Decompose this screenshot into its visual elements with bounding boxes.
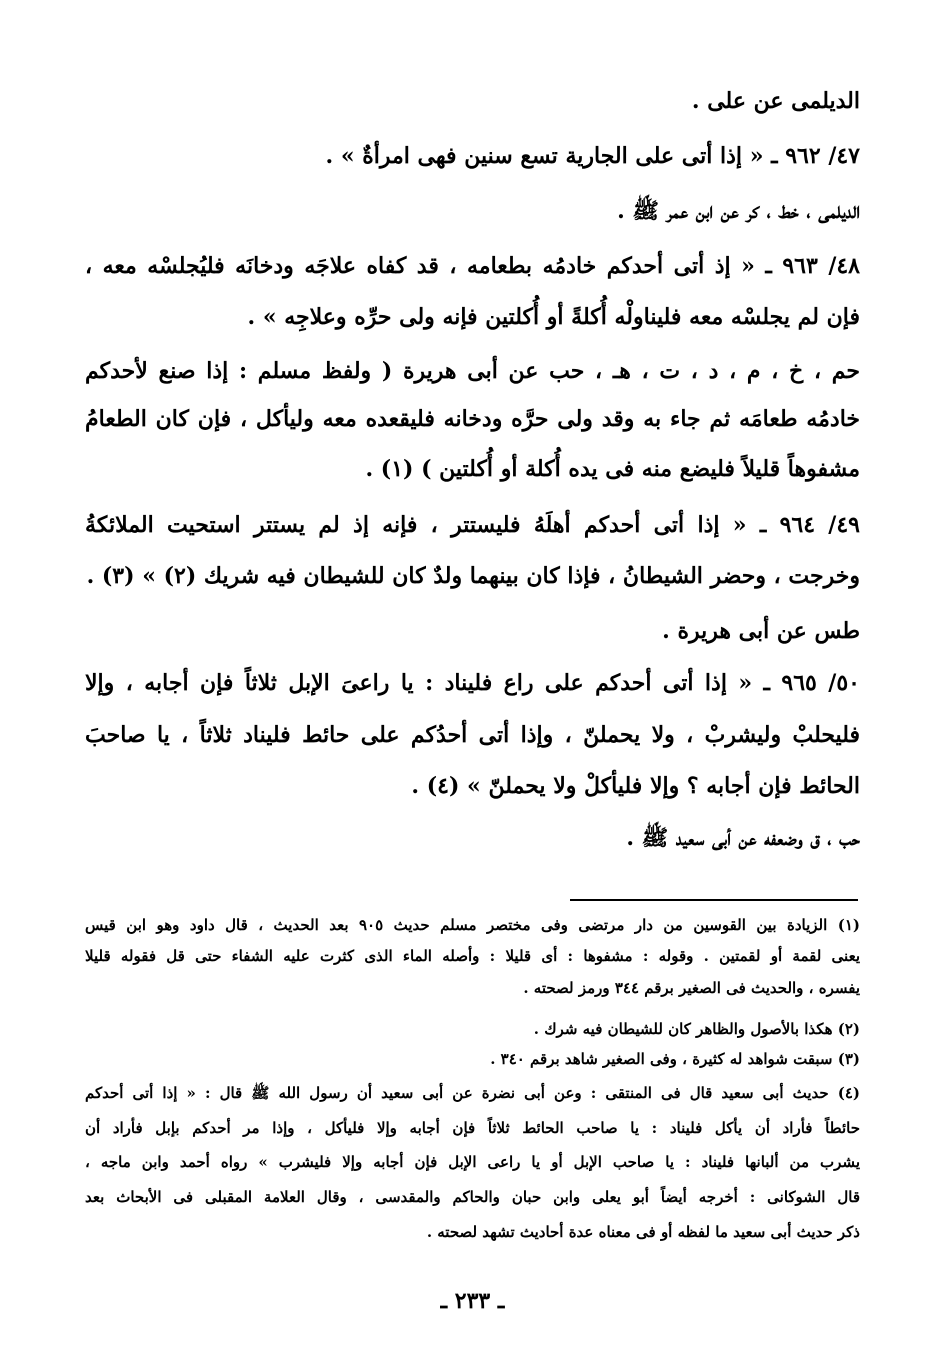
hadith-line: ٥٠/ ٩٦٥ ـ « إذا أتى أحدكم على راع فليناد : يا راعىَ الإبل ثلاثاً فإن أجابه ، وإلا — [85, 670, 860, 696]
footnote-line: ذكر حديث أبى سعيد ما لفظه أو فى معناه عدة أحاديث تشهد لصحته . — [426, 1223, 860, 1241]
hadith-line: فليحلبْ وليشربْ ، ولا يحملنّ ، وإذا أتى أحدُكم على حائط فليناد ثلاثاً ، يا صاحبَ — [85, 722, 860, 748]
footnote-divider — [570, 899, 858, 901]
hadith-line: الحائط فإن أجابه ؟ وإلا فليأكلْ ولا يحملنّ » (٤) . — [411, 773, 860, 799]
footnote-line: حائطاً فأراد أن يأكل فليناد : يا صاحب الحائط ثلاثاً فإن أجابه وإلا فليأكل ، وإذا مر أحدكم بإبل فأراد أن — [85, 1119, 860, 1137]
source-line: خادمُه طعامَه ثم جاء به وقد ولى حرَّه ودخانه فليقعده معه وليأكل ، فإن كان الطعامُ — [85, 406, 860, 432]
footnote-line: (٤) حديث أبى سعيد قال فى المنتقى : وعن أبى نضرة عن أبى سعيد أن رسول الله ﷺ قال : « إذا أتى أحدكم — [85, 1084, 860, 1102]
hadith-line: ٤٧/ ٩٦٢ ـ « إذا أتى على الجارية تسع سنين فهى امرأةٌ » . — [325, 143, 860, 169]
source-line: مشفوهاً قليلاً فليضع منه فى يده أُكلة أو أُكلتين ) (١) . — [365, 456, 860, 482]
footnote-line: (٣) سبقت شواهد له كثيرة ، وفى الصغير شاهد برقم ٣٤٠ . — [490, 1050, 860, 1068]
source-line: حم ، خ ، م ، د ، ت ، هـ ، حب عن أبى هريرة ( ولفظ مسلم : إذا صنع لأحدكم — [85, 358, 860, 384]
hadith-line: فإن لم يجلسْه معه فليناولْه أُكلةً أو أُكلتين فإنه ولى حرِّه وعلاجِه » . — [247, 304, 860, 330]
footnote-line: يعنى لقمة أو لقمتين . وقوله : مشفوها : أى قليلا : وأصله الماء الذى كثرت عليه الشفاء حتى قل فقوله قليلا — [85, 947, 860, 965]
source-line: الديلمى ، خط ، كر عن ابن عمر ﷺ . — [617, 198, 860, 224]
footnote-line: (٢) هكذا بالأصول والظاهر كان للشيطان فيه شرك . — [533, 1020, 860, 1038]
source-line: حب ، ق وضعفه عن أبى سعيد ﷺ . — [626, 825, 860, 851]
footnote-line: يشرب من ألبانها فليناد : يا صاحب الإبل أو يا راعى الإبل فإن أجابه وإلا فليشرب » رواه أحمد وابن ماجه ، — [85, 1153, 860, 1171]
footnote-line: يفسره ، والحديث فى الصغير برقم ٣٤٤ ورمز لصحته . — [523, 979, 860, 997]
footnote-line: (١) الزيادة بين القوسين من دار مرتضى وفى مختصر مسلم حديث ٩٠٥ بعد الحديث ، قال داود وهو ابن قيس — [85, 916, 860, 934]
footnote-line: قال الشوكانى : أخرجه أيضاً أبو يعلى وابن حبان والحاكم والمقدسى ، وقال العلامة المقبلى فى الأبحاث بعد — [85, 1188, 860, 1206]
hadith-line: ٤٩/ ٩٦٤ ـ « إذا أتى أحدكم أهلَهُ فليستتر ، فإنه إذ لم يستتر استحيت الملائكةُ — [85, 512, 860, 538]
hadith-line: ٤٨/ ٩٦٣ ـ « إذ أتى أحدكم خادمُه بطعامه ، قد كفاه علاجَه ودخانَه فليُجلسْه معه ، — [85, 253, 860, 279]
text-line: الديلمى عن على . — [691, 88, 860, 114]
page-number: ـ ٢٣٣ ـ — [440, 1288, 505, 1314]
hadith-line: وخرجت ، وحضر الشيطانُ ، فإذا كان بينهما ولدٌ كان للشيطان فيه شريك (٢) » (٣) . — [86, 563, 860, 589]
source-line: طس عن أبى هريرة . — [662, 618, 860, 644]
